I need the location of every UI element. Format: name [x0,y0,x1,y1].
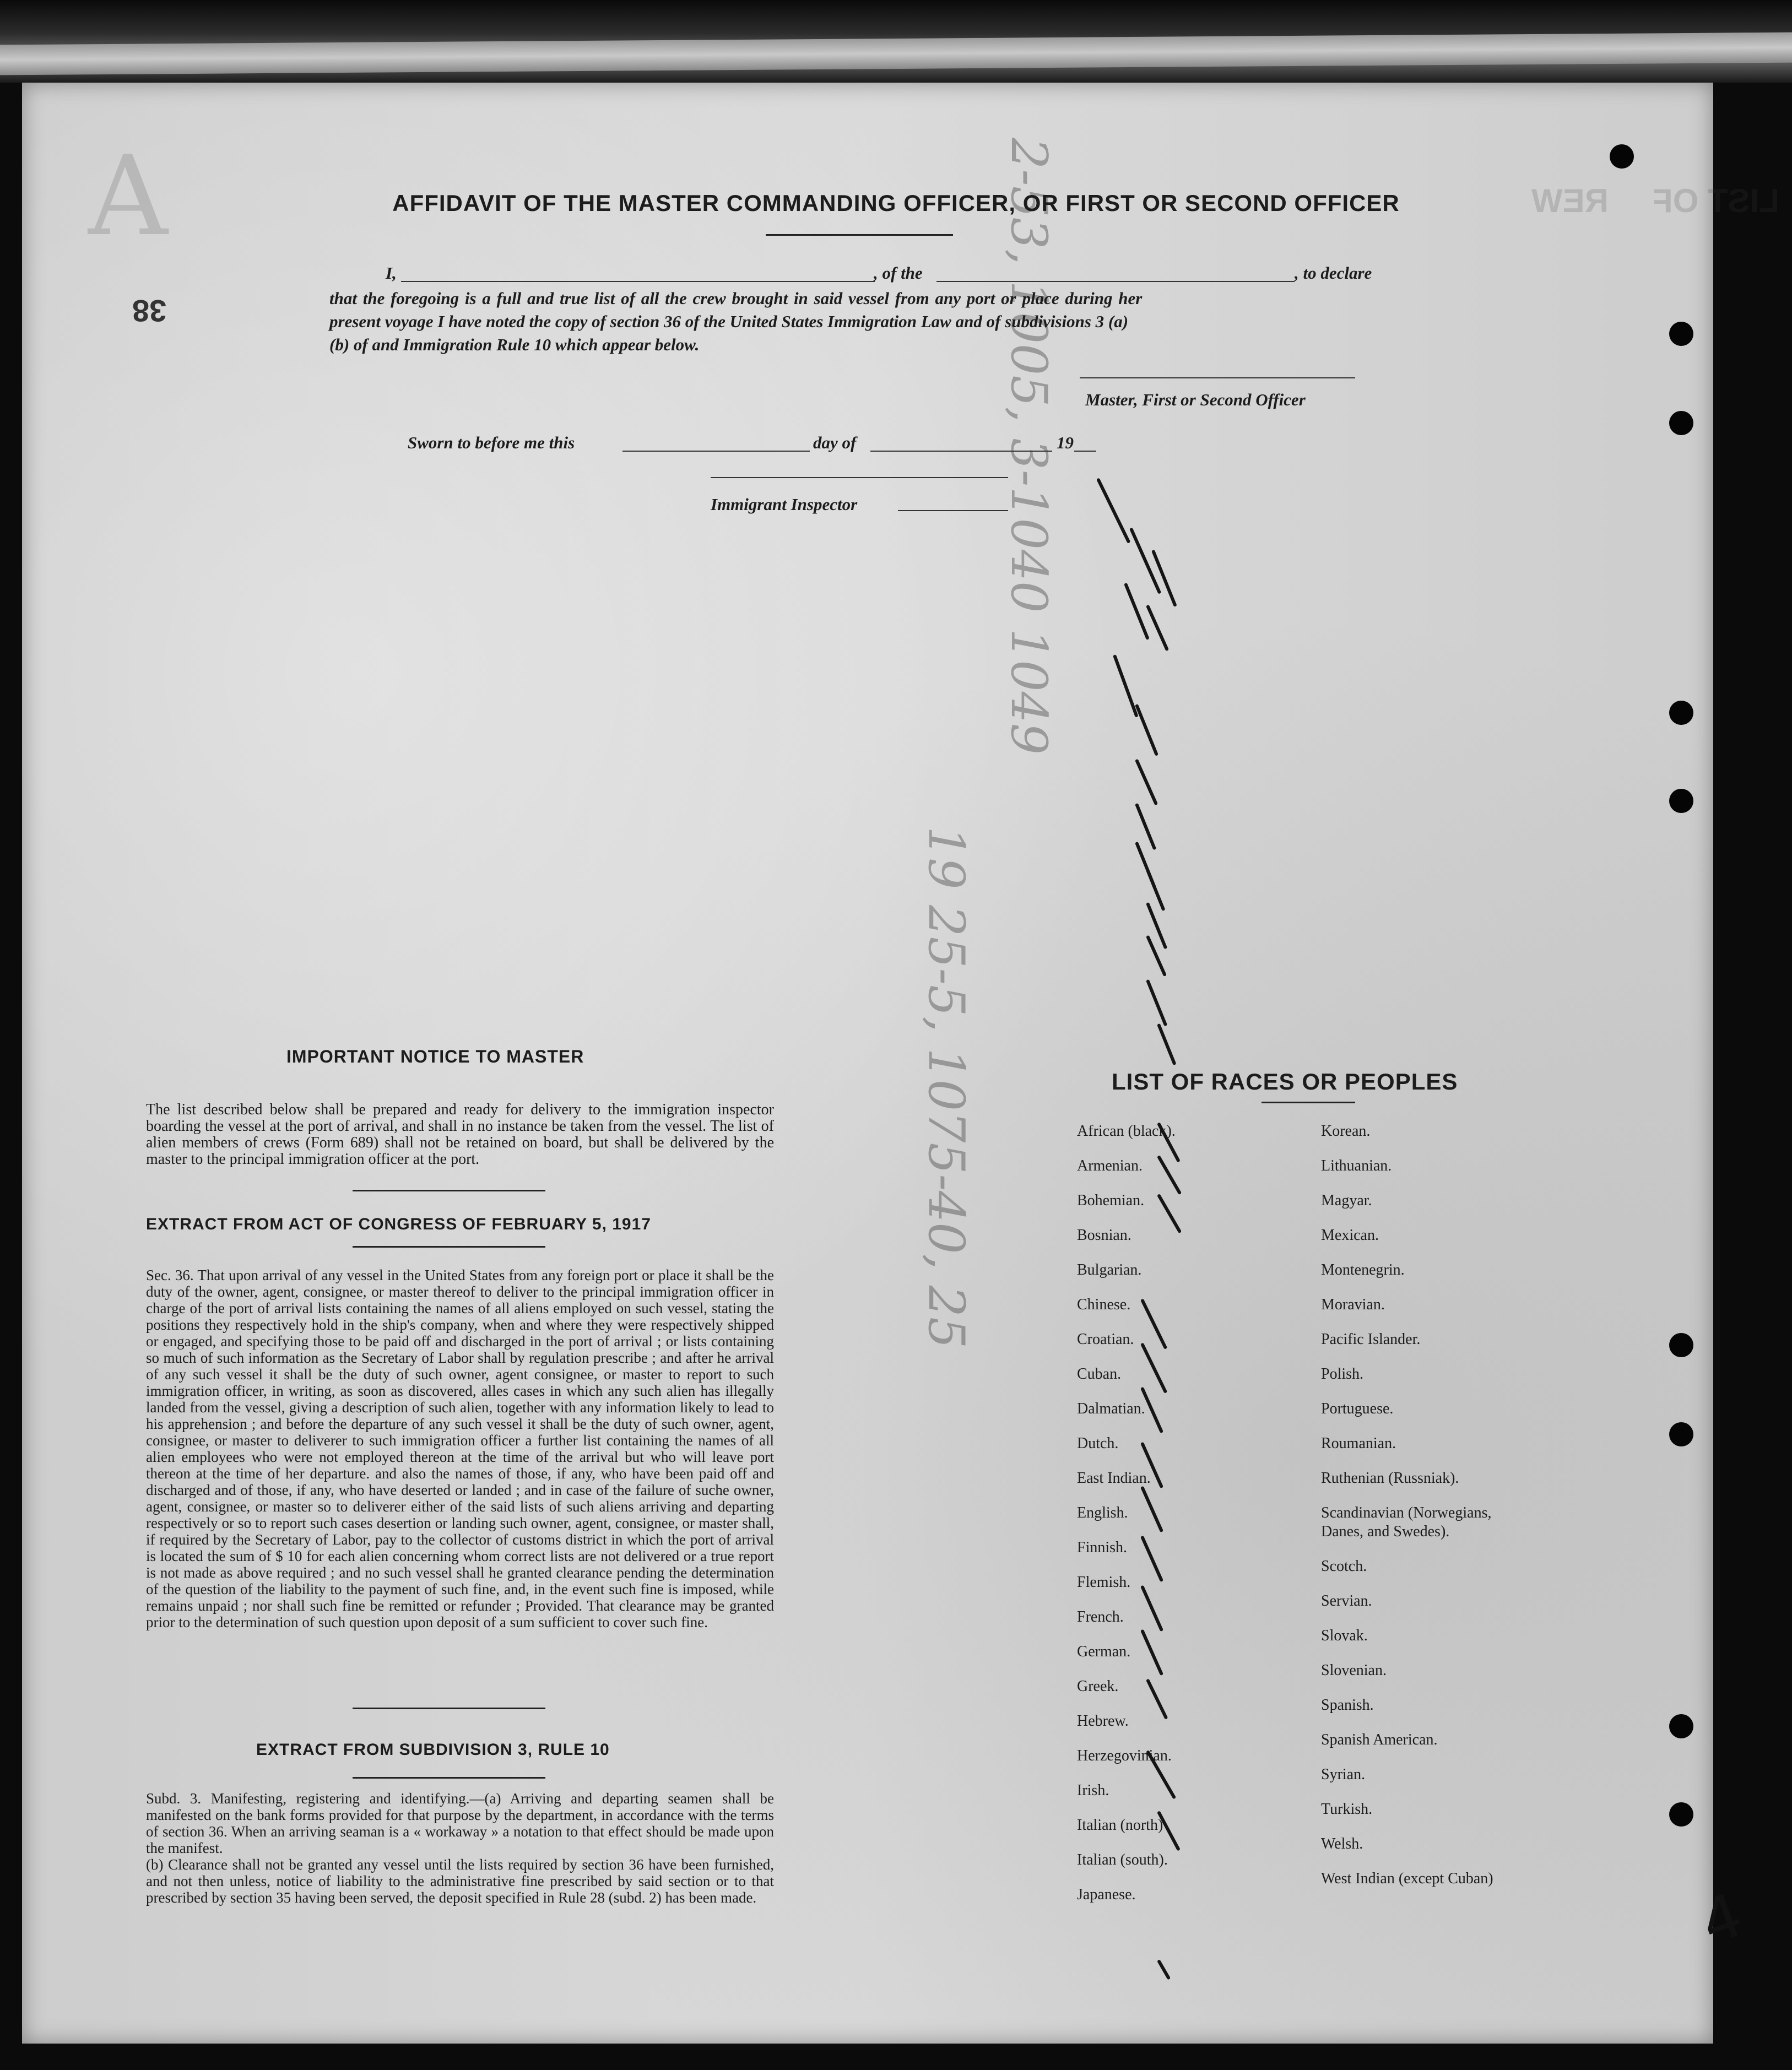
race-entry: German. [1077,1643,1131,1660]
notice-body: The list described below shall be prepared and ready for delivery to the immigration inspector boarding the vessel at the port of arrival, and shall in no instance be taken from the vessel. The list of alien members of crews (Form 689) shall not be retained on board, but shall be delivered by the master to the principal immigration officer at the port. [146,1101,774,1168]
inspector-signature-line [711,477,1008,478]
name-field-line [401,281,875,282]
rule-divider-top [353,1708,545,1709]
affidavit-line-3: (b) of and Immigration Rule 10 which appear below. [329,335,700,354]
race-entry: Turkish. [1321,1801,1373,1818]
race-entry: Scotch. [1321,1558,1367,1575]
race-entry: Syrian. [1321,1766,1366,1783]
of-the-label: , of the [874,263,923,283]
sworn-month-line [870,451,1052,452]
race-entry: Moravian. [1321,1296,1385,1313]
inspector-tail-line [898,510,1008,511]
punch-hole [1669,411,1693,435]
race-entry: Armenian. [1077,1157,1143,1174]
race-entry: Mexican. [1321,1227,1379,1244]
notice-divider [353,1190,545,1191]
bleed-through-text: REW [1531,182,1609,219]
race-entry: Ruthenian (Russniak). [1321,1470,1459,1487]
act-heading: EXTRACT FROM ACT OF CONGRESS OF FEBRUARY 5, 1917 [146,1215,651,1233]
race-entry: Magyar. [1321,1192,1372,1209]
race-entry: Portuguese. [1321,1400,1394,1417]
affidavit-line-2: present voyage I have noted the copy of section 36 of the United States Immigration Law and of subdivisions 3 (a) [329,312,1129,331]
punch-hole [1669,789,1693,813]
bleed-through-handwriting: 2-53, 1005, 3-1040 1049 [1000,138,1058,755]
race-entry: Pacific Islander. [1321,1331,1421,1348]
bleed-through-handwriting: 19 25-5, 1075-40, 25 [917,826,975,1349]
signature-label: Master, First or Second Officer [1085,390,1306,409]
punch-hole [1669,1422,1693,1446]
race-entry: Montenegrin. [1321,1261,1405,1278]
margin-stamp: 38 [132,294,167,328]
punch-hole [1669,322,1693,346]
punch-hole [1669,1333,1693,1357]
signature-line [1080,377,1355,378]
rule-heading: EXTRACT FROM SUBDIVISION 3, RULE 10 [256,1741,610,1759]
race-entry: Croatian. [1077,1331,1134,1348]
race-entry: Bohemian. [1077,1192,1145,1209]
race-entry: Spanish. [1321,1697,1374,1714]
race-entry: Japanese. [1077,1886,1136,1903]
race-entry: Slovenian. [1321,1662,1387,1679]
page-number: 4 [1691,1879,1752,1959]
race-entry: Lithuanian. [1321,1157,1392,1174]
races-heading: LIST OF RACES OR PEOPLES [1112,1069,1458,1094]
day-of-label: day of [813,433,857,452]
race-entry: English. [1077,1504,1128,1521]
race-entry: Flemish. [1077,1574,1131,1591]
race-entry: Italian (north) [1077,1817,1163,1834]
affidavit-line-1: that the foregoing is a full and true list of all the crew brought in said vessel from any port or place during her [329,289,1143,308]
rule-body-b: (b) Clearance shall not be granted any vessel until the lists required by section 36 have been furnished, and not then unless, notice of liability to the administrative fine prescribed by said section or to that prescribed by section 35 having been served, the deposit specified in Rule 28 (subd. 2) has been made. [146,1856,774,1906]
race-entry: Scandinavian (Norwegians, [1321,1504,1492,1521]
race-entry: Herzegovinian. [1077,1747,1172,1764]
sworn-label: Sworn to before me this [408,433,575,452]
race-entry: Chinese. [1077,1296,1131,1313]
race-entry: Roumanian. [1321,1435,1396,1452]
race-entry: Bulgarian. [1077,1261,1142,1278]
race-entry: French. [1077,1608,1124,1625]
race-entry: Greek. [1077,1678,1119,1695]
race-entry: Bosnian. [1077,1227,1131,1244]
race-entry: West Indian (except Cuban) [1321,1870,1493,1887]
race-entry: Cuban. [1077,1365,1122,1383]
sworn-year-line [1074,451,1096,452]
act-divider [353,1246,545,1248]
race-entry: Hebrew. [1077,1713,1129,1730]
punch-hole [1610,144,1634,169]
race-entry: Servian. [1321,1592,1372,1610]
i-label: I, [386,263,397,283]
race-entry: Dutch. [1077,1435,1119,1452]
bleed-through-text: LIST OF [1653,182,1779,219]
punch-hole [1669,701,1693,725]
to-declare-label: , to declare [1295,263,1372,283]
race-entry: Finnish. [1077,1539,1128,1556]
race-entry: Italian (south). [1077,1851,1168,1868]
act-body: Sec. 36. That upon arrival of any vessel in the United States from any foreign port or place it shall be the duty of the owner, agent, consignee, or master thereof to deliver to the principal immigration officer in charge of the port of arrival lists containing the names of all aliens employed on such vessel, stating the positions they respectively hold in the ship's company, when and where they were respectively shipped or engaged, and specifying those to be paid off and discharged in the port of arrival ; or lists containing so much of such information as the Secretary of Labor shall by regulation prescribe ; and after he arrival of any such vessel it shall be the duty of such owner, agent consignee, or master to report to such immigration officer, in writing, as soon as discovered, alles cases in which any such alien has illegally landed from the vessel, giving a description of such alien, together with any information likely to lead to his apprehension ; and before the departure of any such vessel it shall be the duty of such owner, agent, consignee, or master to deliverer to such immigration officer a further list containing the names of all alien employees who were not employed thereon at the time of the arrival but who will leave port thereon at the time of her departure. and also the names of those, if any, who have been paid off and discharged and of those, if any, who have deserted or landed ; and in case of the failure of suche owner, agent, consignee, or master so to deliverer either of the said lists of such aliens arriving and departing respectively or so to report such cases desertion or landing such owner, agent, consignee, or master shall, if required by the Secretary of Labor, pay to the collector of customs district in which the port of arrival is located the sum of $ 10 for each alien concerning whom correct lists are not delivered or a true report is not made as above required ; and no such vessel shall he granted clearance pending the determination of the question of the liability to the payment of such fine, and, in the event such fine is imposed, while remains unpaid ; nor shall such fine be remitted or refunder ; Provided. That clearance may be granted prior to the determination of such question upon deposit of a sum sufficient to cover such fine. [146,1267,774,1630]
race-entry: East Indian. [1077,1470,1151,1487]
races-underline [1262,1102,1355,1103]
sworn-day-line [622,451,810,452]
vessel-field-line [936,281,1295,282]
race-entry: Welsh. [1321,1835,1363,1852]
race-entry: African (black). [1077,1123,1176,1140]
rule-divider [353,1777,545,1779]
punch-hole [1669,1802,1693,1827]
race-entry: Polish. [1321,1365,1364,1383]
punch-hole [1669,1714,1693,1738]
race-entry: Slovak. [1321,1627,1368,1644]
year-label: 19 [1057,433,1074,452]
notice-heading: IMPORTANT NOTICE TO MASTER [286,1047,584,1066]
race-entry: Korean. [1321,1123,1371,1140]
race-entry: Dalmatian. [1077,1400,1145,1417]
bleed-through-margin: A [88,132,168,261]
title-underline [766,234,953,236]
race-entry: Spanish American. [1321,1731,1438,1748]
affidavit-title: AFFIDAVIT OF THE MASTER COMMANDING OFFICER, OR FIRST OR SECOND OFFICER [392,190,1400,216]
inspector-label: Immigrant Inspector [711,495,858,514]
race-entry: Danes, and Swedes). [1321,1523,1450,1540]
race-entry: Irish. [1077,1782,1109,1799]
rule-body-a: Subd. 3. Manifesting, registering and identifying.—(a) Arriving and departing seamen shall be manifested on the bank forms provided for that purpose by the department, in accordance with the terms of section 36. When an arriving seaman is a « workaway » a notation to that effect should be made upon the manifest. [146,1790,774,1856]
